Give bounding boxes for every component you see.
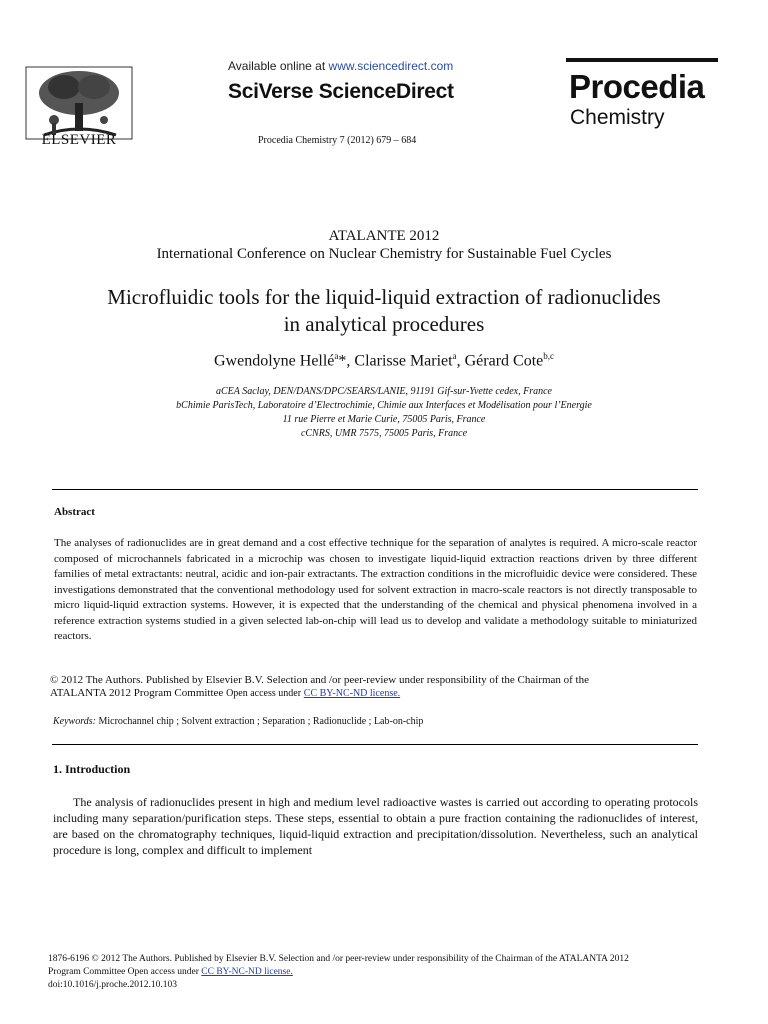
paper-title: [0, 284, 768, 338]
footer-open-access: Program Committee Open access under: [48, 967, 199, 977]
footer-license-link[interactable]: CC BY-NC-ND license.: [201, 967, 293, 977]
license-link[interactable]: CC BY-NC-ND license.: [303, 688, 401, 699]
sciencedirect-url[interactable]: www.sciencedirect.com: [328, 59, 454, 73]
title-line-1: Microfluidic tools for the liquid-liquid extraction of radionuclides: [107, 285, 661, 309]
affiliation-b: bChimie ParisTech, Laboratoire d’Electrochimie, Chimie aux Interfaces et Modélisation pour l’Energie: [176, 400, 592, 411]
divider: [52, 489, 698, 490]
open-access-label: Open access under: [226, 688, 302, 699]
journal-logo-bar: [566, 58, 718, 62]
journal-logo-subtitle: Chemistry: [570, 106, 665, 129]
footer-copyright: 1876-6196 © 2012 The Authors. Published by Elsevier B.V. Selection and /or peer-review under responsibility of the Chairman of the ATALANTA 2012: [48, 954, 629, 964]
copyright-line-2: ATALANTA 2012 Program Committee: [50, 687, 224, 699]
author-separator: *,: [338, 352, 355, 370]
abstract-heading: Abstract: [54, 506, 95, 518]
author-name: Gwendolyne Hellé: [214, 352, 335, 370]
section-heading: 1. Introduction: [53, 762, 131, 776]
affiliation-a: aCEA Saclay, DEN/DANS/DPC/SEARS/LANIE, 91191 Gif-sur-Yvette cedex, France: [216, 386, 552, 397]
platform-name: SciVerse ScienceDirect: [228, 80, 454, 103]
copyright-notice: [50, 674, 700, 700]
available-label: Available online at: [228, 59, 326, 73]
page-footer: [48, 953, 738, 992]
affiliation-c: cCNRS, UMR 7575, 75005 Paris, France: [300, 428, 468, 439]
author-name: Gérard Cote: [464, 352, 544, 370]
divider: [52, 744, 698, 745]
introduction-paragraph: The analysis of radionuclides present in high and medium level radioactive wastes is carried out according to operating protocols including many separation/purification steps. These steps, essential to obtain a pure fraction containing the radionuclides of interest, are based on the chromatography techniques, liquid-liquid extraction and precipitation/dissolution. Nevertheless, such an analytical procedure is long, complex and difficult to implement: [53, 795, 698, 857]
author-affiliation-mark: a: [334, 351, 339, 361]
available-online-text: [228, 59, 453, 73]
keywords-label: Keywords:: [53, 716, 96, 727]
author-affiliation-mark: a: [452, 351, 457, 361]
conference-full-name: International Conference on Nuclear Chemistry for Sustainable Fuel Cycles: [156, 246, 612, 262]
journal-logo-title: Procedia: [569, 68, 705, 105]
author-separator: ,: [456, 352, 465, 370]
copyright-line-1: © 2012 The Authors. Published by Elsevier B.V. Selection and /or peer-review under responsibility of the Chairman of the: [50, 674, 589, 686]
author-name: Clarisse Mariet: [354, 352, 453, 370]
author-list: [0, 351, 768, 370]
author-affiliation-mark: b,c: [543, 351, 554, 361]
affiliation-b-address: 11 rue Pierre et Marie Curie, 75005 Paris, France: [282, 414, 486, 425]
keywords-list: Microchannel chip ; Solvent extraction ; Separation ; Radionuclide ; Lab-on-chip: [98, 716, 424, 727]
journal-citation: Procedia Chemistry 7 (2012) 679 – 684: [258, 135, 417, 146]
publisher-name: ELSEVIER: [41, 132, 117, 148]
footer-doi[interactable]: doi:10.1016/j.proche.2012.10.103: [48, 980, 178, 990]
introduction-text: [53, 794, 698, 858]
abstract-text: The analyses of radionuclides are in great demand and a cost effective technique for the separation of analytes is required. A micro-scale reactor composed of microchannels fabricated in a microchip was chosen to investigate liquid-liquid extraction reactions driven by three different families of metal extractants: neutral, acidic and ion-pair extractants. The extraction conditions in the microfluidic device were considered. These investigations demonstrated that the conventional methodology used for solvent extraction in macro-scale reactors is not directly transposable to micro liquid-liquid extraction systems. However, it is expected that the understanding of the chemical and physical phenomena involved in a reference extraction systems studied in a given selected lab-on-chip will lead us to develop and validate a methodology suitable to miniaturized reactors.: [54, 537, 697, 642]
keywords: [53, 716, 423, 727]
conference-name: ATALANTE 2012: [328, 228, 440, 244]
title-line-2: in analytical procedures: [283, 312, 485, 336]
